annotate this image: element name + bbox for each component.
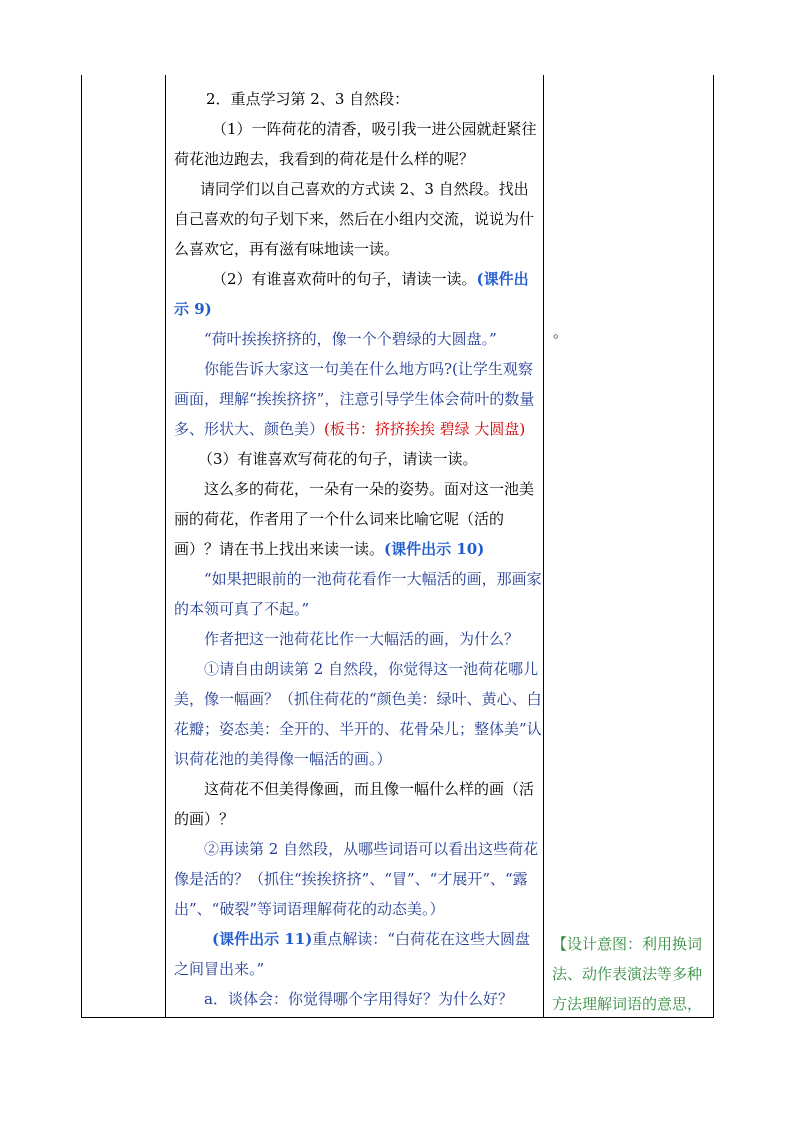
key-reading	[174, 924, 542, 984]
board-note: (板书：挤挤挨挨 碧绿 大圆盘)	[324, 420, 526, 438]
lesson-content	[174, 84, 542, 1014]
quote-lotus-leaf: “荷叶挨挨挤挤的，像一个个碧绿的大圆盘。”	[204, 330, 497, 348]
question-2	[174, 264, 542, 324]
question-1: （1）一阵荷花的清香，吸引我一进公园就赶紧往荷花池边跑去，我看到的荷花是什么样的呢？	[174, 120, 537, 168]
activity-1: ①请自由朗读第 2 自然段，你觉得这一池荷花哪儿美，像一幅画？（抓住荷花的“颜色美：绿叶、黄心、白花瓣；姿态美：全开的、半开的、花骨朵儿；整体美”认识荷花池的美得像一幅活的画。）	[174, 660, 542, 768]
design-intent-line: 方法理解词语的意思，	[552, 995, 703, 1013]
leaf-analysis	[174, 354, 542, 444]
leaf-analysis-text: 你能告诉大家这一句美在什么地方吗?(让学生观察画面，理解“挨挨挤挤”，注意引导学生体会荷叶的数量多、形状大、颜色美）	[174, 360, 535, 438]
design-intent	[552, 929, 712, 1019]
design-intent-line: 法、动作表演法等多种	[552, 965, 703, 983]
quote-living-painting: “如果把眼前的一池荷花看作一大幅活的画，那画家的本领可真了不起。”	[174, 570, 542, 618]
step-heading: 2．重点学习第 2、3 自然段：	[206, 90, 410, 108]
table-border-left	[81, 75, 82, 1018]
discussion-prompt: a．谈体会：你觉得哪个字用得好？为什么好？	[204, 990, 513, 1008]
table-border-col1	[165, 75, 166, 1018]
why-question: 作者把这一池荷花比作一大幅活的画，为什么？	[204, 630, 520, 648]
question-3: （3）有谁喜欢写荷花的句子，请读一读。	[198, 450, 478, 468]
courseware-tag-10: (课件出示 10)	[384, 540, 485, 558]
design-intent-line: 【设计意图：利用换词	[552, 935, 703, 953]
question-2-text: （2）有谁喜欢荷叶的句子，请读一读。	[212, 270, 477, 288]
reading-instruction: 请同学们以自己喜欢的方式读 2、3 自然段。找出自己喜欢的句子划下来，然后在小组内交流，说说为什么喜欢它，再有滋有味地读一读。	[174, 180, 535, 258]
side-note: 。	[553, 323, 569, 341]
follow-up-question: 这荷花不但美得像画，而且像一幅什么样的画（活的画）？	[174, 780, 535, 828]
table-border-col2	[543, 75, 544, 1018]
metaphor-question-text: 这么多的荷花，一朵有一朵的姿势。面对这一池美丽的荷花，作者用了一个什么词来比喻它呢（活的画）？请在书上找出来读一读。	[174, 480, 535, 558]
key-reading-text: 重点解读：“白荷花在这些大圆盘之间冒出来。”	[174, 930, 530, 978]
courseware-tag-9: (课件出示 9)	[174, 270, 529, 318]
activity-2: ②再读第 2 自然段，从哪些词语可以看出这些荷花像是活的？（抓住“挨挨挤挤”、“冒”、“才展开”、“露出”、“破裂”等词语理解荷花的动态美。）	[174, 840, 539, 918]
courseware-tag-11: (课件出示 11)	[212, 930, 313, 948]
table-border-right	[713, 75, 714, 1018]
metaphor-question	[174, 474, 542, 564]
